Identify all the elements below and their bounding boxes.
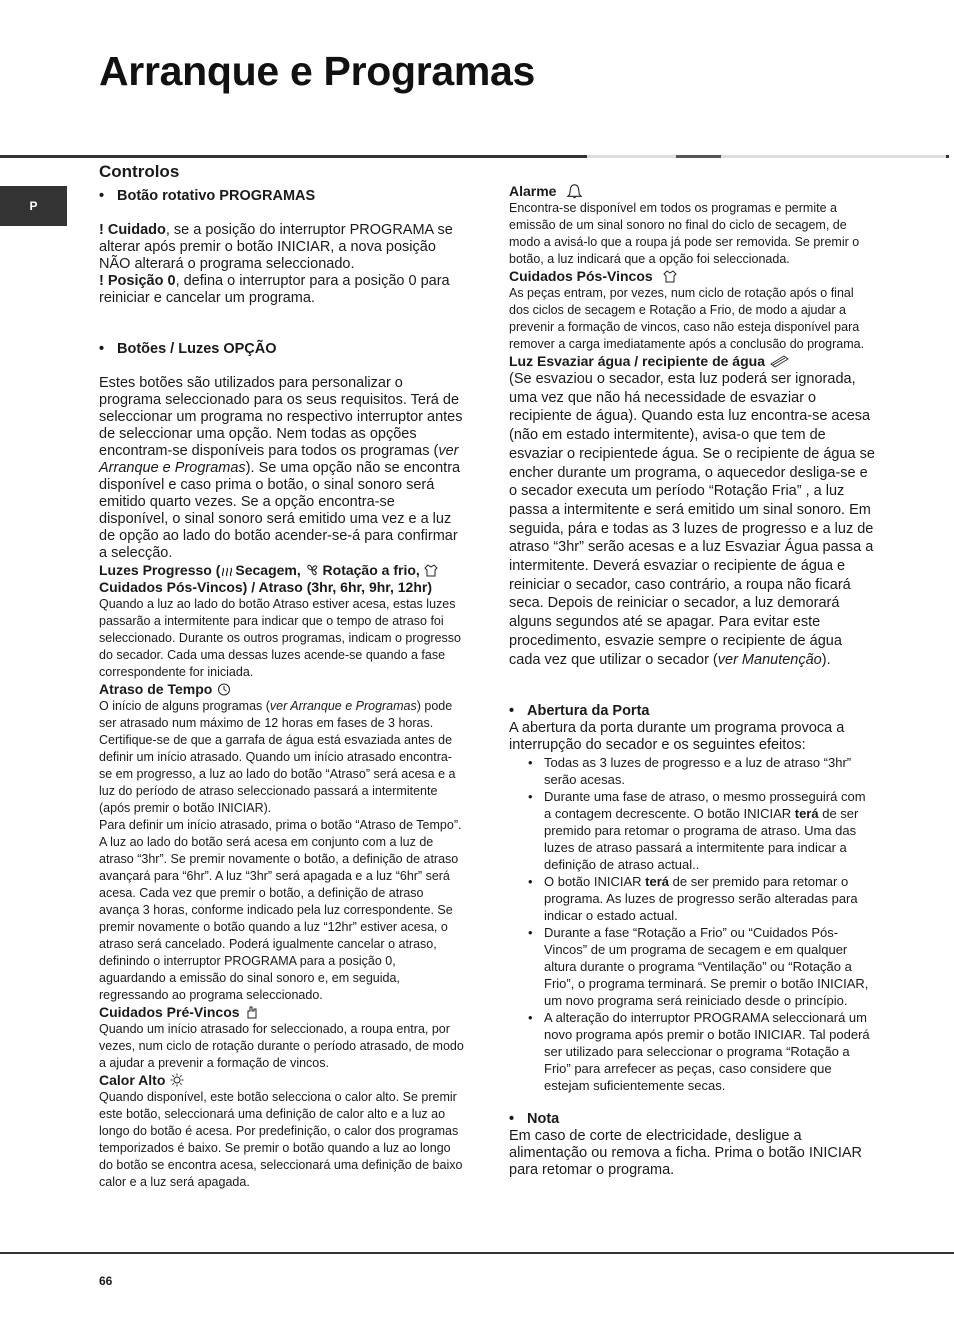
pre-crease-paragraph: Quando um início atrasado for seleccionado, a roupa entra, por vezes, num ciclo de rotação durante o período atrasado, de modo a ajudar a prevenir a formação de vincos. xyxy=(99,1022,464,1070)
bullet-heading-option-buttons: • Botões / Luzes OPÇÃO xyxy=(99,341,464,358)
list-item-text: de ser premido para retomar o programa de atraso. Uma das luzes de atraso passará a intermitente para indicar a definição de atraso actual.. xyxy=(544,806,859,873)
empty-water-heading-text: Luz Esvaziar água / recipiente de água xyxy=(509,353,765,369)
note-paragraph: Em caso de corte de electricidade, desligue a alimentação ou remova a ficha. Prima o botão INICIAR para retomar o programa. xyxy=(509,1128,862,1179)
header-rule xyxy=(676,155,721,158)
progress-heading-text: Cuidados Pós-Vincos) / Atraso (3hr, 6hr, 9hr, 12hr) xyxy=(99,579,432,595)
section-heading: Controlos xyxy=(99,162,180,181)
header-rule xyxy=(0,155,587,158)
progress-heading xyxy=(99,562,464,596)
post-crease-paragraph: As peças entram, por vezes, num ciclo de rotação após o final dos ciclos de secagem e Rotação a Frio, de modo a ajudar a prevenir a formação de vincos, caso não esteja disponível para remover a carga imediatamente após a conclusão do programa. xyxy=(509,286,865,351)
caution-label: ! Cuidado xyxy=(99,222,166,238)
bullet-heading-program-knob: • Botão rotativo PROGRAMAS xyxy=(99,188,464,205)
alarm-paragraph: Encontra-se disponível em todos os programas e permite a emissão de um sinal sonoro no final do ciclo de secagem, de modo a avisá-lo que a roupa já pode ser removida. Se premir o botão, a luz indicará que a opção foi seleccionada. xyxy=(509,201,860,266)
delay-text: ) pode ser atrasado num máximo de 12 horas em fases de 3 horas. Certifique-se de que a garrafa de água está esvaziada antes de definir um início atrasado. Quando um início atrasado encontra-se em progresso, a luz ao lado do botão “Atraso” será acesa e a luz do período de atraso seleccionado passará a intermitente (após premir o botão INICIAR). xyxy=(99,699,456,815)
delay-text: O início de alguns programas ( xyxy=(99,699,270,713)
list-item-text: Todas as 3 luzes de progresso e a luz de atraso “3hr” serão acesas. xyxy=(544,755,852,788)
bell-icon xyxy=(566,183,583,200)
options-text: ). Se uma opção não se encontra disponível e caso prima o botão, o sinal sonoro será emitido quarto vezes. Se a opção encontra-se disponível, o sinal sonoro será emitido uma vez e a luz de opção ao lado do botão acender-se-á para confirmar a selecção. xyxy=(99,460,461,561)
progress-heading-text: Rotação a frio, xyxy=(322,562,420,578)
position-zero-text: , defina o interruptor para a posição 0 para reiniciar e cancelar um programa. xyxy=(99,273,450,306)
header-rule xyxy=(721,155,946,158)
delay-paragraph-1 xyxy=(99,698,464,817)
pre-crease-heading xyxy=(99,1004,464,1021)
list-item-text: Durante a fase “Rotação a Frio” ou “Cuidados Pós-Vincos” de um programa de secagem e em qualquer altura durante o programa “Ventilação” ou “Rotação a Frio”, o programa terminará. Se premir o botão INICIAR, um novo programa será reiniciado desde o princípio. xyxy=(544,925,869,1009)
header-rule xyxy=(587,155,676,158)
right-column xyxy=(509,183,875,1179)
list-item xyxy=(509,924,875,1009)
high-heat-heading xyxy=(99,1072,464,1089)
language-tab-label: P xyxy=(29,199,38,213)
high-heat-heading-text: Calor Alto xyxy=(99,1072,166,1088)
list-item xyxy=(509,754,875,788)
empty-water-heading xyxy=(509,353,875,370)
bullet-heading-door-opening: • Abertura da Porta xyxy=(509,703,875,720)
delay-reference: ver Arranque e Programas xyxy=(269,699,417,713)
page-title: Arranque e Programas xyxy=(99,48,536,94)
delay-paragraph-2: Para definir um início atrasado, prima o botão “Atraso de Tempo”. A luz ao lado do botão será acesa em conjunto com a luz de atraso “3hr”. Se premir novamente o botão, a definição de atraso avançará para “6hr”. A luz “3hr” será apagada e a luz “6hr” será acesa. Cada vez que premir o botão, a definição de atraso avança 3 horas, conforme indicado pela luz correspondente. Se premir novamente o botão quando a luz “12hr” estiver acesa, o atraso será cancelado. Poderá igualmente cancelar o atraso, definindo o interruptor PROGRAMA para a posição 0, aguardando a emissão do sinal sonoro e, em seguida, regressando ao programa seleccionado. xyxy=(99,818,462,1002)
sun-icon xyxy=(170,1073,184,1087)
list-item-text: de ser premido para retomar o programa. As luzes de progresso serão alteradas para indicar o estado actual. xyxy=(544,874,858,924)
progress-paragraph: Quando a luz ao lado do botão Atraso estiver acesa, estas luzes passarão a intermitente para indicar que o tempo de atraso foi seleccionado. Durante os outros programas, indicam o progresso do secador. Cada uma dessas luzes acende-se quando a fase correspondente for iniciada. xyxy=(99,597,461,679)
delay-heading-text: Atraso de Tempo xyxy=(99,681,213,697)
progress-heading-text: Secagem, xyxy=(235,562,301,578)
pre-crease-heading-text: Cuidados Pré-Vincos xyxy=(99,1004,240,1020)
left-column xyxy=(99,160,464,1191)
bullet-heading-note: • Nota xyxy=(509,1111,875,1128)
door-paragraph: A abertura da porta durante um programa provoca a interrupção do secador e os seguintes efeitos: xyxy=(509,720,845,754)
post-crease-heading-text: Cuidados Pós-Vincos xyxy=(509,268,653,284)
caution-paragraph xyxy=(99,222,464,273)
timer-icon xyxy=(217,682,231,696)
list-item xyxy=(509,788,875,873)
list-item-text: A alteração do interruptor PROGRAMA seleccionará um novo programa após premir o botão INICIAR. Tal poderá ser utilizado para seleccionar o programa “Rotação a Frio” para arrefecer as peças, caso considere que estejam suficientemente secas. xyxy=(544,1010,870,1094)
list-item-emphasis: terá xyxy=(645,874,670,890)
empty-water-text: (Se esvaziou o secador, esta luz poderá ser ignorada, uma vez que não há necessidade de esvaziar o recipiente de água). Quando esta luz encontra-se acesa (não em estado intermitente), avisa-o que tem de esvaziar o recipientede água. Se o recipiente de água se encher durante um programa, o aquecedor desliga-se e o secador executa um período “Rotação Fria” , a luz passa a intermitente e será emitido um sinal sonoro. Em seguida, pára e todas as 3 luzes de progresso e a luz de atraso “3hr” serão acesas e a luz Esvaziar Água passa a intermitente. Deverá esvaziar o recipiente de água e reiniciar o secador, caso contrário, a roupa não ficará seca. Depois de reiniciar o secador, a luz demorará alguns segundos até se apagar. Para evitar este procedimento, esvazie sempre o recipiente de água cada vez que utilizar o secador ( xyxy=(509,371,875,668)
language-tab xyxy=(0,186,67,226)
door-effects-list xyxy=(509,754,875,1094)
post-crease-heading xyxy=(509,268,875,285)
position-zero-label: ! Posição 0 xyxy=(99,273,176,289)
delay-heading xyxy=(99,681,464,698)
empty-water-reference: ver Manutenção xyxy=(717,651,822,668)
steam-icon xyxy=(220,563,234,577)
water-container-icon xyxy=(770,354,789,368)
caution-text: , se a posição do interruptor PROGRAMA se alterar após premir o botão INICIAR, a nova posição NÃO alterará o programa seleccionado. xyxy=(99,222,453,272)
alarm-heading xyxy=(509,183,875,200)
list-item-emphasis: terá xyxy=(794,806,819,822)
hand-crease-icon xyxy=(245,1005,259,1019)
options-reference: ver Arranque e Programas xyxy=(99,443,459,476)
alarm-heading-text: Alarme xyxy=(509,183,557,199)
list-item-text: Durante uma fase de atraso, o mesmo prosseguirá com a contagem decrescente. O botão INICIAR xyxy=(544,789,866,822)
header-rule xyxy=(946,155,949,158)
position-zero-paragraph xyxy=(99,273,464,307)
progress-heading-text: Luzes Progresso ( xyxy=(99,562,221,578)
list-item xyxy=(509,1009,875,1094)
footer-rule xyxy=(0,1252,954,1254)
shirt-icon xyxy=(663,269,677,283)
options-paragraph xyxy=(99,375,464,562)
options-text: Estes botões são utilizados para personalizar o programa seleccionado para os seus requisitos. Terá de seleccionar um programa no respectivo interruptor antes de seleccionar uma opção. Nem todas as opções encontram-se disponíveis para todos os programas ( xyxy=(99,375,463,459)
shirt-icon xyxy=(424,563,438,577)
fan-icon xyxy=(305,563,319,577)
list-item xyxy=(509,873,875,924)
list-item-text: O botão INICIAR xyxy=(544,874,646,890)
high-heat-paragraph: Quando disponível, este botão selecciona o calor alto. Se premir este botão, seleccionará uma definição de calor alto e a luz ao longo do botão é acesa. Por predefinição, o calor dos programas temporizados é baixo. Se premir o botão quando a luz ao longo do botão se encontra acesa, seleccionará uma definição de baixo calor e a luz será apagada. xyxy=(99,1090,463,1189)
empty-water-text: ). xyxy=(821,651,831,668)
page-number: 66 xyxy=(99,1274,113,1288)
empty-water-paragraph xyxy=(509,370,875,669)
